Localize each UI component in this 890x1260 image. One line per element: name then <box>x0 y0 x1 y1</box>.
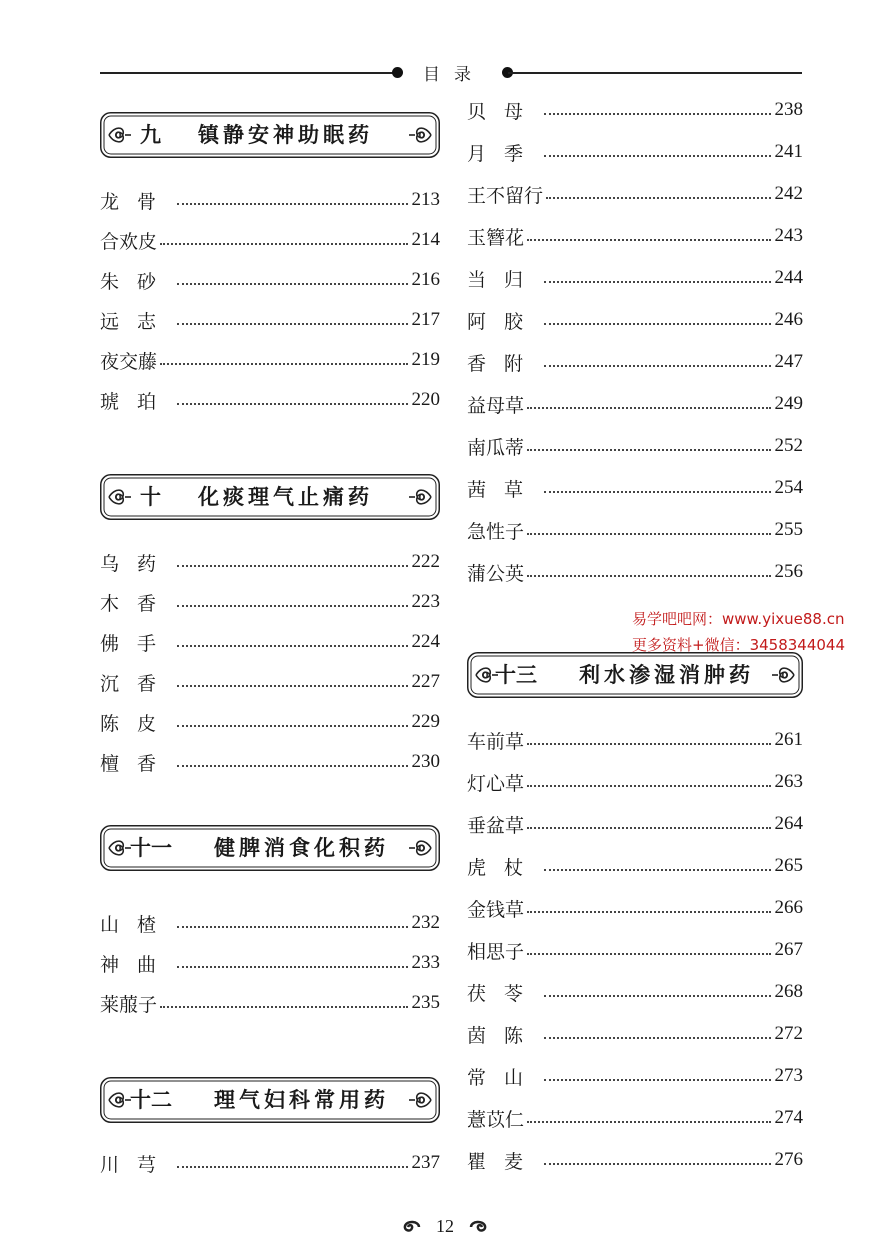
entry-page-number: 249 <box>774 393 803 414</box>
entry-name: 薏苡仁 <box>467 1108 525 1131</box>
toc-entry[interactable] <box>100 667 440 697</box>
section-number: 十三 <box>495 663 537 687</box>
entry-page-number: 266 <box>774 897 803 918</box>
section-heading-banner <box>100 825 440 871</box>
entry-page-number: 216 <box>411 269 440 290</box>
entry-page-number: 246 <box>774 309 803 330</box>
toc-entry[interactable] <box>467 221 803 251</box>
leader-dots <box>177 203 407 205</box>
entry-page-number: 268 <box>774 981 803 1002</box>
toc-entry[interactable] <box>100 747 440 777</box>
entry-page-number: 261 <box>774 729 803 750</box>
toc-entry[interactable] <box>100 225 440 255</box>
toc-entry[interactable] <box>100 265 440 295</box>
toc-entry[interactable] <box>100 1148 440 1178</box>
entry-name: 合欢皮 <box>100 230 158 253</box>
toc-entry[interactable] <box>100 707 440 737</box>
leader-dots <box>177 323 407 325</box>
toc-entry[interactable] <box>467 1145 803 1175</box>
entry-name: 虎杖 <box>467 856 542 879</box>
header-title: 目录 <box>423 65 485 85</box>
section-heading-banner <box>467 652 803 698</box>
entry-page-number: 230 <box>411 751 440 772</box>
entry-name: 香附 <box>467 352 542 375</box>
entry-name: 乌药 <box>100 552 175 575</box>
toc-entry[interactable] <box>467 851 803 881</box>
toc-entry[interactable] <box>100 908 440 938</box>
toc-entry[interactable] <box>467 179 803 209</box>
section-number: 十二 <box>130 1088 172 1112</box>
entry-page-number: 242 <box>774 183 803 204</box>
leader-dots <box>160 1006 407 1008</box>
toc-entry[interactable] <box>467 263 803 293</box>
entry-page-number: 219 <box>411 349 440 370</box>
entry-page-number: 220 <box>411 389 440 410</box>
leader-dots <box>527 449 770 451</box>
toc-entry[interactable] <box>100 587 440 617</box>
entry-name: 月季 <box>467 142 542 165</box>
header-rule-left <box>100 72 396 74</box>
header-rule-right <box>508 72 802 74</box>
toc-entry[interactable] <box>100 185 440 215</box>
leader-dots <box>177 645 407 647</box>
leader-dots <box>527 239 770 241</box>
page-footer <box>0 1216 890 1237</box>
section-number: 九 <box>140 123 161 147</box>
toc-entry[interactable] <box>467 935 803 965</box>
toc-entry[interactable] <box>467 1103 803 1133</box>
toc-entry[interactable] <box>100 305 440 335</box>
leader-dots <box>177 1166 407 1168</box>
entry-page-number: 273 <box>774 1065 803 1086</box>
toc-entry[interactable] <box>467 767 803 797</box>
toc-entry[interactable] <box>467 1019 803 1049</box>
leader-dots <box>527 1121 770 1123</box>
toc-entry[interactable] <box>467 473 803 503</box>
section-heading-banner <box>100 112 440 158</box>
leader-dots <box>544 281 770 283</box>
leader-dots <box>544 113 770 115</box>
leader-dots <box>544 1037 770 1039</box>
entry-name: 蒲公英 <box>467 562 525 585</box>
leader-dots <box>527 785 770 787</box>
entry-name: 当归 <box>467 268 542 291</box>
leader-dots <box>527 827 770 829</box>
entry-name: 佛手 <box>100 632 175 655</box>
entry-page-number: 214 <box>411 229 440 250</box>
entry-name: 阿胶 <box>467 310 542 333</box>
toc-entry[interactable] <box>100 948 440 978</box>
toc-entry[interactable] <box>467 137 803 167</box>
entry-name: 南瓜蒂 <box>467 436 525 459</box>
toc-entry[interactable] <box>467 389 803 419</box>
section-number: 十 <box>140 485 161 509</box>
toc-entry[interactable] <box>100 988 440 1018</box>
entry-page-number: 276 <box>774 1149 803 1170</box>
entry-page-number: 233 <box>411 952 440 973</box>
leader-dots <box>546 197 770 199</box>
leader-dots <box>177 966 407 968</box>
entry-page-number: 267 <box>774 939 803 960</box>
toc-entry[interactable] <box>467 347 803 377</box>
page-header <box>100 60 802 84</box>
entry-page-number: 272 <box>774 1023 803 1044</box>
entry-page-number: 232 <box>411 912 440 933</box>
entry-name: 贝母 <box>467 100 542 123</box>
entry-name: 木香 <box>100 592 175 615</box>
toc-entry[interactable] <box>467 431 803 461</box>
entry-name: 朱砂 <box>100 270 175 293</box>
entry-name: 莱菔子 <box>100 993 158 1016</box>
toc-entry[interactable] <box>467 725 803 755</box>
entry-page-number: 255 <box>774 519 803 540</box>
entry-name: 沉香 <box>100 672 175 695</box>
toc-entry[interactable] <box>467 1061 803 1091</box>
leader-dots <box>177 565 407 567</box>
entry-name: 玉簪花 <box>467 226 525 249</box>
entry-name: 常山 <box>467 1066 542 1089</box>
toc-entry[interactable] <box>467 95 803 125</box>
leader-dots <box>544 995 770 997</box>
leader-dots <box>527 953 770 955</box>
entry-page-number: 241 <box>774 141 803 162</box>
entry-name: 茵陈 <box>467 1024 542 1047</box>
toc-entry[interactable] <box>467 809 803 839</box>
entry-page-number: 265 <box>774 855 803 876</box>
entry-name: 相思子 <box>467 940 525 963</box>
entry-name: 陈皮 <box>100 712 175 735</box>
leader-dots <box>544 869 770 871</box>
leader-dots <box>177 403 407 405</box>
leader-dots <box>544 365 770 367</box>
entry-name: 瞿麦 <box>467 1150 542 1173</box>
section-title: 健脾消食化积药 <box>214 836 389 860</box>
entry-name: 垂盆草 <box>467 814 525 837</box>
leader-dots <box>177 765 407 767</box>
leader-dots <box>160 363 407 365</box>
entry-name: 檀香 <box>100 752 175 775</box>
entry-name: 茜草 <box>467 478 542 501</box>
entry-page-number: 227 <box>411 671 440 692</box>
entry-page-number: 256 <box>774 561 803 582</box>
entry-page-number: 213 <box>411 189 440 210</box>
entry-page-number: 264 <box>774 813 803 834</box>
section-heading-banner <box>100 474 440 520</box>
entry-page-number: 243 <box>774 225 803 246</box>
entry-page-number: 229 <box>411 711 440 732</box>
entry-page-number: 238 <box>774 99 803 120</box>
leader-dots <box>527 407 770 409</box>
entry-page-number: 235 <box>411 992 440 1013</box>
watermark-site: 易学吧吧网：www.yixue88.cn <box>632 610 845 628</box>
leader-dots <box>527 533 770 535</box>
leader-dots <box>544 155 770 157</box>
leader-dots <box>160 243 407 245</box>
section-title: 利水渗湿消肿药 <box>579 663 754 687</box>
entry-page-number: 223 <box>411 591 440 612</box>
entry-page-number: 254 <box>774 477 803 498</box>
toc-entry[interactable] <box>467 557 803 587</box>
entry-page-number: 263 <box>774 771 803 792</box>
entry-page-number: 244 <box>774 267 803 288</box>
swirl-left-icon <box>401 1218 423 1236</box>
entry-name: 车前草 <box>467 730 525 753</box>
leader-dots <box>177 926 407 928</box>
entry-name: 夜交藤 <box>100 350 158 373</box>
toc-entry[interactable] <box>467 515 803 545</box>
entry-name: 琥珀 <box>100 390 175 413</box>
swirl-right-icon <box>467 1218 489 1236</box>
entry-name: 神曲 <box>100 953 175 976</box>
toc-entry[interactable] <box>100 627 440 657</box>
leader-dots <box>527 743 770 745</box>
leader-dots <box>544 1079 770 1081</box>
entry-name: 川芎 <box>100 1153 175 1176</box>
toc-entry[interactable] <box>100 385 440 415</box>
entry-name: 急性子 <box>467 520 525 543</box>
entry-page-number: 274 <box>774 1107 803 1128</box>
entry-page-number: 222 <box>411 551 440 572</box>
entry-name: 灯心草 <box>467 772 525 795</box>
entry-page-number: 224 <box>411 631 440 652</box>
toc-entry[interactable] <box>467 893 803 923</box>
leader-dots <box>177 685 407 687</box>
entry-name: 茯苓 <box>467 982 542 1005</box>
section-heading-banner <box>100 1077 440 1123</box>
leader-dots <box>177 605 407 607</box>
section-title: 化痰理气止痛药 <box>198 485 373 509</box>
leader-dots <box>177 283 407 285</box>
entry-page-number: 247 <box>774 351 803 372</box>
leader-dots <box>544 1163 770 1165</box>
entry-page-number: 252 <box>774 435 803 456</box>
leader-dots <box>544 323 770 325</box>
entry-name: 金钱草 <box>467 898 525 921</box>
section-number: 十一 <box>130 836 172 860</box>
section-title: 镇静安神助眠药 <box>198 123 373 147</box>
entry-page-number: 237 <box>411 1152 440 1173</box>
toc-entry[interactable] <box>100 547 440 577</box>
entry-name: 王不留行 <box>467 184 544 207</box>
leader-dots <box>177 725 407 727</box>
entry-name: 山楂 <box>100 913 175 936</box>
toc-entry[interactable] <box>467 305 803 335</box>
entry-page-number: 217 <box>411 309 440 330</box>
toc-entry[interactable] <box>100 345 440 375</box>
entry-name: 龙骨 <box>100 190 175 213</box>
page-number: 12 <box>436 1216 454 1236</box>
section-title: 理气妇科常用药 <box>214 1088 389 1112</box>
entry-name: 益母草 <box>467 394 525 417</box>
watermark-wechat: 更多资料+微信：3458344044 <box>632 636 846 654</box>
leader-dots <box>544 491 770 493</box>
leader-dots <box>527 911 770 913</box>
entry-name: 远志 <box>100 310 175 333</box>
header-dot-left <box>392 67 403 78</box>
leader-dots <box>527 575 770 577</box>
toc-entry[interactable] <box>467 977 803 1007</box>
